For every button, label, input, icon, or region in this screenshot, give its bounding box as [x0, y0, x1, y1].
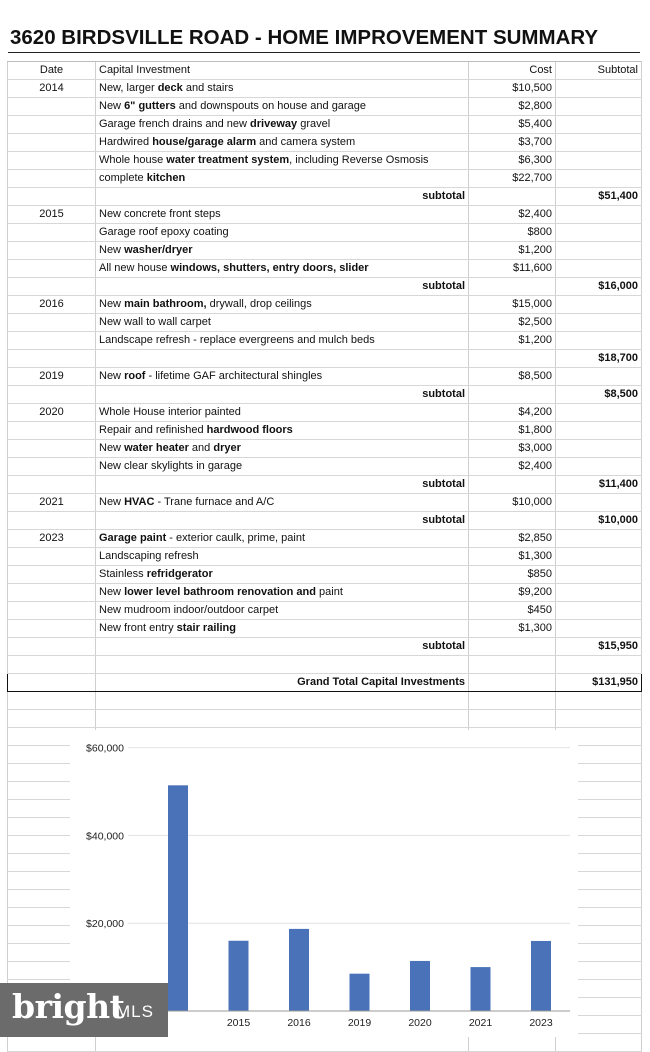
row-description	[96, 422, 469, 440]
y-tick-label: $40,000	[86, 830, 124, 843]
subtotal-value: $8,500	[556, 386, 642, 404]
header-row	[8, 62, 642, 80]
table-row	[8, 314, 642, 332]
row-description	[96, 224, 469, 242]
header-date: Date	[8, 62, 96, 80]
row-description	[96, 566, 469, 584]
row-date: 2023	[8, 530, 96, 548]
row-cost	[469, 386, 556, 404]
row-cost	[469, 656, 556, 674]
row-date	[8, 134, 96, 152]
row-cost: $10,000	[469, 494, 556, 512]
row-date	[8, 710, 96, 728]
row-cost: $850	[469, 566, 556, 584]
row-date: 2015	[8, 206, 96, 224]
bar-2015	[229, 941, 249, 1011]
description-segment: Whole House interior painted	[99, 406, 241, 418]
row-date	[8, 584, 96, 602]
row-subtotal	[556, 494, 642, 512]
row-description	[96, 116, 469, 134]
bright-mls-logo	[0, 983, 168, 1037]
subtotal-value: $10,000	[556, 512, 642, 530]
row-cost: $2,500	[469, 314, 556, 332]
description-segment: gravel	[297, 118, 331, 130]
row-cost	[469, 476, 556, 494]
row-cost: $2,400	[469, 206, 556, 224]
row-cost: $450	[469, 602, 556, 620]
description-segment: refridgerator	[146, 568, 213, 580]
row-cost: $1,300	[469, 620, 556, 638]
description-segment: New	[99, 298, 125, 310]
row-date	[8, 656, 96, 674]
description-segment: New	[99, 244, 125, 256]
y-tick-label: $60,000	[86, 742, 124, 755]
description-segment: New mudroom indoor/outdoor carpet	[99, 604, 279, 616]
description-segment: New concrete front steps	[99, 208, 221, 220]
row-date: 2020	[8, 404, 96, 422]
grand-total-label: Grand Total Capital Investments	[96, 674, 469, 692]
x-tick-label: 2021	[468, 1017, 493, 1029]
table-row	[8, 260, 642, 278]
table-row	[8, 296, 642, 314]
row-cost: $1,800	[469, 422, 556, 440]
subtotal-value: $18,700	[556, 350, 642, 368]
description-segment: Garage french drains and new	[99, 118, 251, 130]
table-row	[8, 440, 642, 458]
description-segment: main bathroom,	[124, 298, 207, 310]
row-date	[8, 116, 96, 134]
row-date	[8, 278, 96, 296]
subtotal-value: $16,000	[556, 278, 642, 296]
row-date	[8, 440, 96, 458]
row-cost: $2,400	[469, 458, 556, 476]
row-date: 2019	[8, 368, 96, 386]
description-segment: driveway	[250, 118, 298, 130]
row-date	[8, 458, 96, 476]
row-subtotal	[556, 710, 642, 728]
row-description	[96, 152, 469, 170]
row-cost	[469, 278, 556, 296]
table-row	[8, 332, 642, 350]
row-subtotal	[556, 134, 642, 152]
row-date	[8, 602, 96, 620]
row-cost: $1,200	[469, 242, 556, 260]
row-cost: $22,700	[469, 170, 556, 188]
description-segment: dryer	[213, 442, 241, 454]
row-cost	[469, 674, 556, 692]
description-segment: Landscape refresh - replace evergreens and mulch beds	[99, 334, 375, 346]
row-subtotal	[556, 314, 642, 332]
row-cost: $11,600	[469, 260, 556, 278]
description-segment: kitchen	[146, 172, 186, 184]
row-cost	[469, 188, 556, 206]
description-segment: Hardwired	[99, 136, 153, 148]
row-description	[96, 296, 469, 314]
row-subtotal	[556, 422, 642, 440]
table-row	[8, 152, 642, 170]
row-cost	[469, 512, 556, 530]
row-date	[8, 98, 96, 116]
description-segment: and camera system	[256, 136, 356, 148]
row-description	[96, 368, 469, 386]
row-date	[8, 674, 96, 692]
row-cost: $9,200	[469, 584, 556, 602]
table-row	[8, 458, 642, 476]
subtotal-row	[8, 386, 642, 404]
table-row	[8, 116, 642, 134]
subtotal-label: subtotal	[96, 476, 469, 494]
sheet-title	[8, 22, 640, 53]
row-subtotal	[556, 656, 642, 674]
logo-suffix: MLS	[116, 1002, 154, 1021]
description-segment: washer/dryer	[124, 244, 193, 256]
table-row	[8, 134, 642, 152]
row-subtotal	[556, 620, 642, 638]
subtotal-label	[96, 350, 469, 368]
row-date: 2016	[8, 296, 96, 314]
row-date	[8, 350, 96, 368]
table-row	[8, 224, 642, 242]
description-segment: , including Reverse Osmosis	[289, 154, 429, 166]
description-segment: New	[99, 586, 125, 598]
row-description	[96, 692, 469, 710]
description-segment: and	[188, 442, 214, 454]
row-cost	[469, 710, 556, 728]
x-tick-label: 2016	[287, 1017, 311, 1029]
row-cost: $8,500	[469, 368, 556, 386]
row-subtotal	[556, 404, 642, 422]
x-tick-label: 2020	[408, 1017, 432, 1029]
row-cost	[469, 692, 556, 710]
row-date	[8, 152, 96, 170]
description-segment: lower level bathroom renovation and	[124, 586, 316, 598]
description-segment: hardwood floors	[206, 424, 293, 436]
row-cost: $2,850	[469, 530, 556, 548]
description-segment: - Trane furnace and A/C	[154, 496, 275, 508]
row-date	[8, 332, 96, 350]
row-description	[96, 242, 469, 260]
row-cost: $1,300	[469, 548, 556, 566]
row-description	[96, 548, 469, 566]
description-segment: roof	[124, 370, 146, 382]
description-segment: New	[99, 496, 125, 508]
row-description	[96, 260, 469, 278]
row-cost	[469, 638, 556, 656]
description-segment: deck	[157, 82, 183, 94]
table-row	[8, 368, 642, 386]
table-row	[8, 602, 642, 620]
row-date: 2014	[8, 80, 96, 98]
table-row	[8, 566, 642, 584]
sheet-title-text: 3620 BIRDSVILLE ROAD - HOME IMPROVEMENT SUMMARY	[10, 26, 599, 49]
x-tick-label: 2023	[529, 1017, 553, 1029]
row-date	[8, 224, 96, 242]
row-cost	[469, 350, 556, 368]
row-subtotal	[556, 602, 642, 620]
description-segment: New	[99, 370, 125, 382]
row-subtotal	[556, 566, 642, 584]
row-subtotal	[556, 170, 642, 188]
row-subtotal	[556, 332, 642, 350]
description-segment: Garage paint	[99, 532, 167, 544]
row-description	[96, 170, 469, 188]
row-description	[96, 458, 469, 476]
row-cost: $1,200	[469, 332, 556, 350]
row-date	[8, 260, 96, 278]
header-item: Capital Investment	[96, 62, 469, 80]
table-row	[8, 206, 642, 224]
subtotal-row	[8, 638, 642, 656]
subtotal-row	[8, 278, 642, 296]
bar-2019	[350, 974, 370, 1011]
row-cost: $5,400	[469, 116, 556, 134]
row-subtotal	[556, 80, 642, 98]
table-row	[8, 170, 642, 188]
row-description	[96, 656, 469, 674]
row-description	[96, 440, 469, 458]
description-segment: New	[99, 442, 125, 454]
description-segment: - lifetime GAF architectural shingles	[145, 370, 323, 382]
row-date	[8, 314, 96, 332]
description-segment: All new house	[99, 262, 171, 274]
row-date: 2021	[8, 494, 96, 512]
grand-total-value: $131,950	[556, 674, 642, 692]
table-row	[8, 530, 642, 548]
row-subtotal	[556, 692, 642, 710]
row-description	[96, 98, 469, 116]
description-segment: 6" gutters	[124, 100, 176, 112]
subtotal-value: $11,400	[556, 476, 642, 494]
description-segment: water heater	[124, 442, 189, 454]
blank-row	[8, 710, 642, 728]
row-cost: $4,200	[469, 404, 556, 422]
table-row	[8, 494, 642, 512]
row-cost: $10,500	[469, 80, 556, 98]
table-row	[8, 404, 642, 422]
description-segment: paint	[316, 586, 343, 598]
bar-2014	[168, 785, 188, 1011]
row-description	[96, 602, 469, 620]
row-subtotal	[556, 368, 642, 386]
description-segment: Repair and refinished	[99, 424, 207, 436]
row-cost: $3,700	[469, 134, 556, 152]
bar-2020	[410, 961, 430, 1011]
x-tick-label: 2015	[226, 1017, 251, 1029]
row-subtotal	[556, 260, 642, 278]
table-row	[8, 242, 642, 260]
row-description	[96, 80, 469, 98]
header-subtotal: Subtotal	[556, 62, 642, 80]
subtotal-label: subtotal	[96, 188, 469, 206]
row-subtotal	[556, 584, 642, 602]
row-date	[8, 188, 96, 206]
description-segment: complete	[99, 172, 147, 184]
description-segment: house/garage alarm	[152, 136, 257, 148]
row-cost: $15,000	[469, 296, 556, 314]
subtotal-label: subtotal	[96, 386, 469, 404]
row-date	[8, 422, 96, 440]
row-description	[96, 494, 469, 512]
subtotal-row	[8, 188, 642, 206]
description-segment: Garage roof epoxy coating	[99, 226, 229, 238]
description-segment: Stainless	[99, 568, 147, 580]
row-date	[8, 620, 96, 638]
description-segment: drywall, drop ceilings	[206, 298, 312, 310]
blank-row	[8, 692, 642, 710]
subtotal-row	[8, 476, 642, 494]
y-tick-label: $20,000	[86, 918, 124, 931]
bar-2021	[471, 967, 491, 1011]
row-date	[8, 566, 96, 584]
subtotal-label: subtotal	[96, 512, 469, 530]
blank-row	[8, 656, 642, 674]
grand-total-row	[8, 674, 642, 692]
row-description	[96, 620, 469, 638]
table-row	[8, 584, 642, 602]
table-row	[8, 80, 642, 98]
x-tick-label: 2019	[347, 1017, 372, 1029]
description-segment: New	[99, 100, 125, 112]
description-segment: water treatment system	[166, 154, 290, 166]
row-subtotal	[556, 152, 642, 170]
description-segment: HVAC	[124, 496, 155, 508]
header-cost: Cost	[469, 62, 556, 80]
row-description	[96, 584, 469, 602]
table-row	[8, 98, 642, 116]
description-segment: New wall to wall carpet	[99, 316, 211, 328]
row-subtotal	[556, 98, 642, 116]
row-description	[96, 710, 469, 728]
description-segment: New front entry	[99, 622, 177, 634]
logo-brand: bright	[12, 987, 125, 1026]
row-date	[8, 476, 96, 494]
row-date	[8, 638, 96, 656]
subtotal-label: subtotal	[96, 638, 469, 656]
row-description	[96, 404, 469, 422]
description-segment: windows, shutters, entry doors, slider	[170, 262, 369, 274]
description-segment: and downspouts on house and garage	[175, 100, 366, 112]
row-description	[96, 314, 469, 332]
row-description	[96, 134, 469, 152]
row-description	[96, 206, 469, 224]
description-segment: Landscaping refresh	[99, 550, 199, 562]
description-segment: and stairs	[182, 82, 234, 94]
row-cost: $800	[469, 224, 556, 242]
row-date	[8, 170, 96, 188]
description-segment: Whole house	[99, 154, 167, 166]
row-cost: $3,000	[469, 440, 556, 458]
row-date	[8, 548, 96, 566]
bar-2016	[289, 929, 309, 1011]
description-segment: - exterior caulk, prime, paint	[166, 532, 306, 544]
description-segment: New, larger	[99, 82, 158, 94]
subtotal-value: $15,950	[556, 638, 642, 656]
subtotal-value: $51,400	[556, 188, 642, 206]
row-date	[8, 242, 96, 260]
row-description	[96, 530, 469, 548]
table-row	[8, 548, 642, 566]
row-subtotal	[556, 296, 642, 314]
description-segment: stair railing	[176, 622, 236, 634]
row-subtotal	[556, 224, 642, 242]
row-subtotal	[556, 242, 642, 260]
subtotal-row	[8, 512, 642, 530]
row-subtotal	[556, 440, 642, 458]
row-date	[8, 512, 96, 530]
row-date	[8, 386, 96, 404]
bar-2023	[531, 941, 551, 1011]
table-row	[8, 620, 642, 638]
description-segment: New clear skylights in garage	[99, 460, 243, 472]
row-subtotal	[556, 206, 642, 224]
row-description	[96, 332, 469, 350]
row-date	[8, 692, 96, 710]
row-subtotal	[556, 530, 642, 548]
table-row	[8, 422, 642, 440]
subtotal-label: subtotal	[96, 278, 469, 296]
row-subtotal	[556, 458, 642, 476]
row-cost: $6,300	[469, 152, 556, 170]
subtotal-row	[8, 350, 642, 368]
row-cost: $2,800	[469, 98, 556, 116]
row-subtotal	[556, 116, 642, 134]
row-subtotal	[556, 548, 642, 566]
